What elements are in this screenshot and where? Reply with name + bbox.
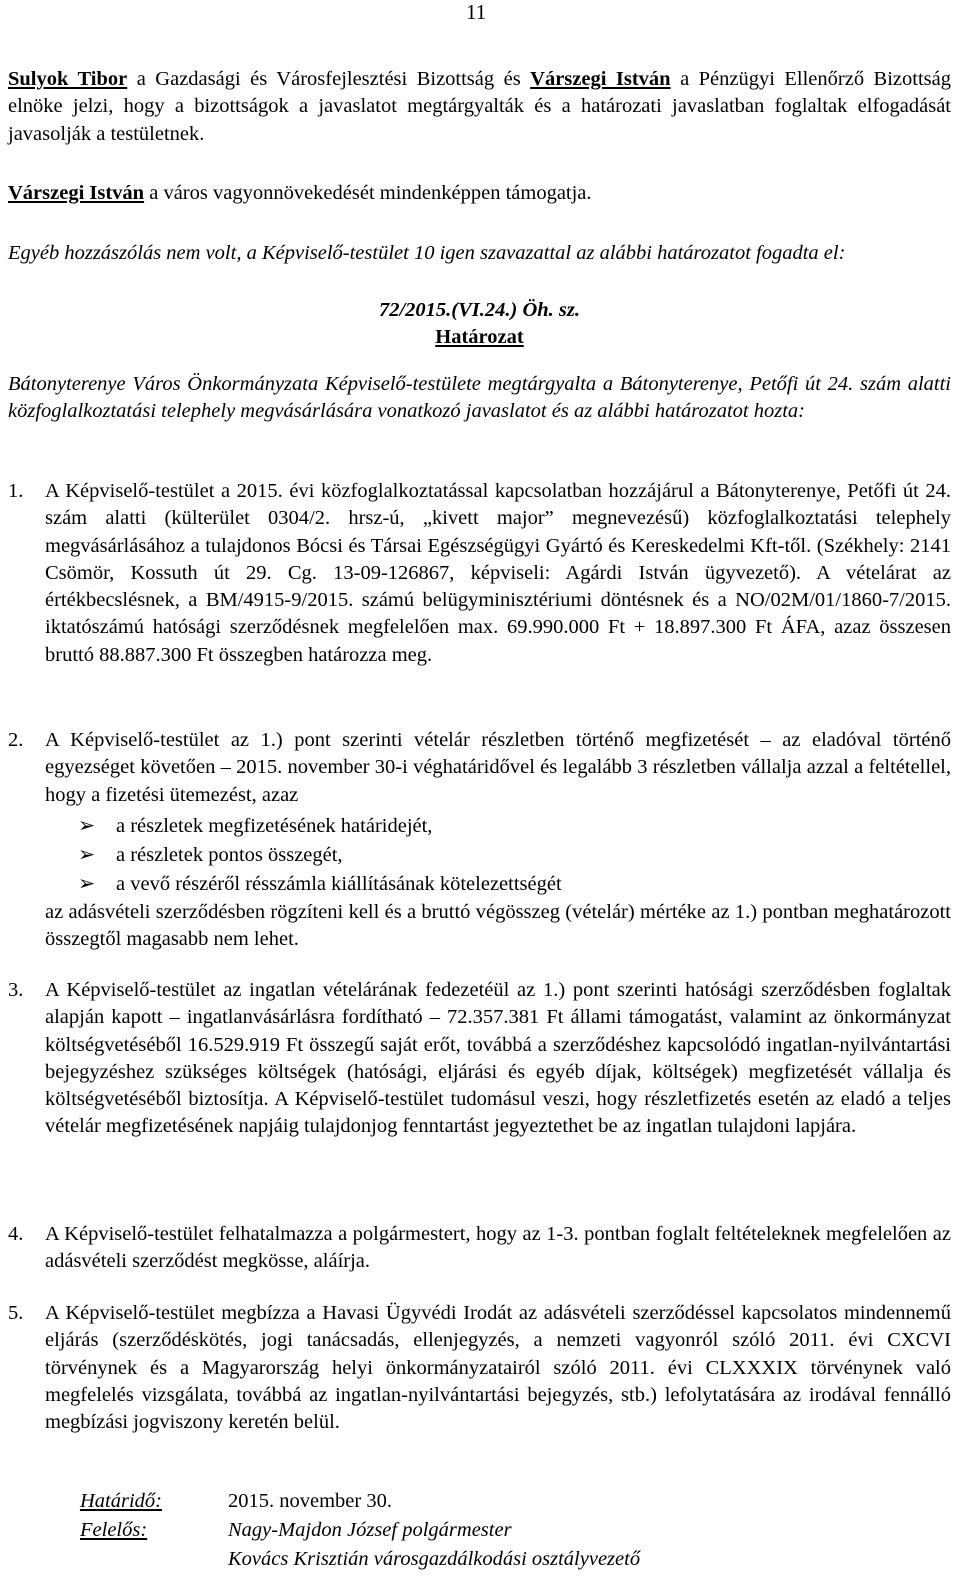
resolution-title: Határozat	[435, 326, 524, 348]
arrow-bullet-icon: ➢	[78, 815, 96, 837]
responsible-person: Nagy-Majdon József polgármester	[228, 1519, 512, 1541]
committee-paragraph	[8, 66, 951, 148]
resolution-item-4: A Képviselő-testület felhatalmazza a polgármestert, hogy az 1-3. pontban foglalt feltételeknek megfelelően az adásvételi szerződést megkösse, aláírja.	[45, 1223, 951, 1273]
item-number: 2.	[8, 729, 24, 751]
paragraph-text: a Pénzügyi Ellenőrző Bizottság elnöke jelzi, hogy a bizottságok a javaslatot megtárgyalták és a határozati javaslatban foglaltak elfogadását javasolják a testületnek.	[8, 68, 951, 145]
page-number: 11	[466, 0, 487, 24]
vote-paragraph: Egyéb hozzászólás nem volt, a Képviselő-testület 10 igen szavazattal az alábbi határozatot fogadta el:	[8, 242, 846, 264]
resolution-title-wrap	[8, 324, 951, 351]
resolution-number: 72/2015.(VI.24.) Öh. sz.	[378, 299, 581, 321]
responsible-label: Felelős:	[80, 1519, 148, 1541]
resolution-item-2-continuation: az adásvételi szerződésben rögzíteni kell és a bruttó végösszeg (vételár) mértéke az 1.) pontban meghatározott összegtől magasabb nem lehet.	[45, 901, 951, 951]
person-name: Várszegi István	[530, 68, 671, 90]
person-name: Várszegi István	[8, 182, 145, 204]
resolution-item-5: A Képviselő-testület megbízza a Havasi Ügyvédi Irodát az adásvételi szerződéssel kapcsolatos mindennemű eljárás (szerződéskötés, jogi tanácsadás, ellenjegyzés, a nemzeti vagyonról szóló 2011. évi CXCVI törvénynek és a Magyarország helyi önkormányzatairól szóló 2011. évi CLXXXIX törvénynek való megfelelés vizsgálata, továbbá az ingatlan-nyilvántartási bejegyzés, stb.) lefolytatására az irodával fennálló megbízási jogviszony keretén belül.	[45, 1302, 951, 1434]
paragraph-text: a város vagyonnövekedését mindenképpen támogatja.	[144, 182, 592, 204]
resolution-item-1: A Képviselő-testület a 2015. évi közfoglalkoztatással kapcsolatban hozzájárul a Bátonyterenye, Petőfi út 24. szám alatti (külterület 0304/2. hrsz-ú, „kivett major” megnevezésű) közfoglalkoztatási telephely megvásárlásához a tulajdonos Bócsi és Társai Egészségügyi Gyártó és Kereskedelmi Kft-től. (Székhely: 2141 Csömör, Kossuth út 29. Cg. 13-09-126867, képviseli: Agárdi István ügyvezető). A vételárat az értékbecslésnek, a BM/4915-9/2015. számú belügyminisztériumi döntésnek és a NO/02M/01/1860-7/2015. iktatószámú hatósági szerződésnek megfelelően max. 69.990.000 Ft + 18.897.300 Ft ÁFA, azaz összesen bruttó 88.887.300 Ft összegben határozza meg.	[45, 480, 951, 666]
support-paragraph	[8, 180, 951, 207]
arrow-bullet-icon: ➢	[78, 873, 96, 895]
item-number: 4.	[8, 1223, 24, 1245]
item-number: 5.	[8, 1302, 24, 1324]
paragraph-text: a Gazdasági és Városfejlesztési Bizottság és	[127, 68, 531, 90]
resolution-item-3: A Képviselő-testület az ingatlan vételárának fedezetéül az 1.) pont szerinti hatósági szerződésben foglaltak alapján kapott – ingatlanvásárlásra fordítható – 72.357.381 Ft állami támogatást, valamint az önkormányzat költségvetéséből 16.529.919 Ft összegű saját erőt, továbbá a szerződéshez kapcsolódó ingatlan-nyilvántartási bejegyzéshez szükséges költségek (hatósági, eljárási és egyéb díjak, költségek) megfizetését vállalja és költségvetéséből biztosítja. A Képviselő-testület tudomásul veszi, hogy részletfizetés esetén az eladó a teljes vételár megfizetésének napjáig tulajdonjog fenntartást jegyeztethet be az ingatlan tulajdoni lapjára.	[45, 979, 951, 1138]
item-number: 1.	[8, 480, 24, 502]
person-name: Sulyok Tibor	[8, 68, 128, 90]
deadline-label: Határidő:	[80, 1490, 162, 1512]
resolution-item-2: A Képviselő-testület az 1.) pont szerinti vételár részletben történő megfizetését – az eladóval történő egyezséget követően – 2015. november 30-i véghatáridővel és legalább 3 részletben vállalja azzal a feltétellel, hogy a fizetési ütemezést, azaz	[45, 729, 951, 806]
responsible-person: Kovács Krisztián városgazdálkodási osztályvezető	[228, 1548, 641, 1570]
deadline-value: 2015. november 30.	[228, 1490, 392, 1512]
resolution-intro: Bátonyterenye Város Önkormányzata Képviselő-testülete megtárgyalta a Bátonyterenye, Petőfi út 24. szám alatti közfoglalkoztatási telephely megvásárlására vonatkozó javaslatot és az alábbi határozatot hozta:	[8, 373, 951, 423]
arrow-bullet-icon: ➢	[78, 844, 96, 866]
bullet-item: ➢ a részletek megfizetésének határidejét,	[78, 813, 432, 840]
item-number: 3.	[8, 979, 24, 1001]
bullet-item: ➢ a vevő részéről résszámla kiállításának kötelezettségét	[78, 871, 562, 898]
bullet-item: ➢ a részletek pontos összegét,	[78, 842, 343, 869]
